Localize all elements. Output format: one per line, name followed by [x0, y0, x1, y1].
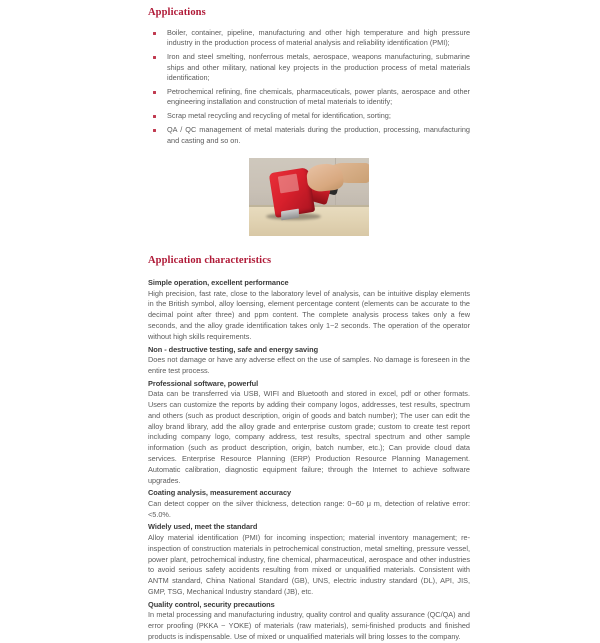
- list-item-text: Scrap metal recycling and recycling of metal for identification, sorting;: [167, 111, 391, 121]
- list-item: [148, 28, 470, 49]
- characteristic-body: Data can be transferred via USB, WIFI and Bluetooth and stored in excel, pdf or other formats. Users can customize the reports by adding their company logos, addresses, test results, spectrum and others (such as product description, origin of goods and batch number); The user can edit the alloy brand library, add the alloy grade and enterprise custom grade; custom to create test report including company logo, company address, test results, spectral spectrum and other sample information (such as product description, origin, batch number, etc.); Can provide cloud data services. Enterprise Resource Planning (ERP) Production Resource Planning Management. Automatic calibration, diagnostic equipment failure; through the Internet to achieve software upgrades.: [148, 389, 470, 485]
- characteristic-body: Does not damage or have any adverse effect on the use of samples. No damage is foreseen in the entire test process.: [148, 355, 470, 375]
- photo-device-screen: [278, 174, 300, 194]
- list-item: [148, 87, 470, 108]
- characteristic-body: Alloy material identification (PMI) for incoming inspection; material inventory management; re-inspection of construction materials in petrochemical construction, metal smelting, pressure vessel, power plant, petrochemical industry, fine chemical, pharmaceutical, aerospace and other industries to avoid serious safety accidents resulting from mixed or unqualified materials. Consistent with ANTM standard, China National Standard (GB), UNS, electric industry standard (DL), API, JIS, GMP, TSG, Mechanical Industry standard (JB), etc.: [148, 532, 470, 596]
- list-item-text: Petrochemical refining, fine chemicals, pharmaceuticals, power plants, aerospace and other engineering installation and construction of metal materials to identify;: [167, 87, 470, 107]
- characteristic-body: Can detect copper on the silver thickness, detection range: 0~60 μ m, detection of relative error: <5.0%.: [148, 498, 470, 519]
- characteristic-title: Professional software, powerful: [148, 378, 259, 388]
- square-bullet-icon: [153, 56, 156, 59]
- square-bullet-icon: [153, 91, 156, 94]
- characteristic-block: [148, 521, 470, 597]
- characteristic-block: [148, 599, 470, 643]
- photo-operator-hand: [305, 162, 344, 192]
- characteristic-title: Non - destructive testing, safe and energy saving: [148, 344, 319, 354]
- characteristic-body: In metal processing and manufacturing industry, quality control and quality assurance (QC/QA) and error proofing (PKKA ~ YOKE) of materials (raw materials), semi-finished products and finished products is indispensable. Use of mixed or unqualified materials will bring losses to the company.: [148, 610, 470, 641]
- characteristic-block: [148, 378, 470, 487]
- list-item: [148, 111, 470, 121]
- applications-bullet-list: [148, 28, 470, 146]
- list-item-text: Iron and steel smelting, nonferrous metals, aerospace, weapons manufacturing, submarine ships and other military, national key projects in the production process of metal materials identification;: [167, 52, 470, 83]
- characteristic-title: Widely used, meet the standard: [148, 522, 258, 532]
- characteristic-block: [148, 344, 470, 377]
- list-item-text: QA / QC management of metal materials during the production, processing, manufacturing and casting and so on.: [167, 125, 470, 145]
- characteristic-block: [148, 487, 470, 520]
- square-bullet-icon: [153, 115, 156, 118]
- product-photo-container: [148, 158, 470, 236]
- characteristic-title: Simple operation, excellent performance: [148, 278, 289, 288]
- list-item: [148, 125, 470, 146]
- characteristic-title: Coating analysis, measurement accuracy: [148, 488, 292, 498]
- page-title-application-characteristics: Application characteristics: [148, 255, 272, 267]
- list-item-text: Boiler, container, pipeline, manufacturing and other high temperature and high pressure industry in the production process of material analysis and reliability identification (PMI);: [167, 28, 470, 48]
- square-bullet-icon: [153, 129, 156, 132]
- page-title-applications: Applications: [148, 7, 206, 18]
- product-photo-xrf-analyzer: [249, 158, 369, 236]
- characteristic-title: Quality control, security precautions: [148, 599, 275, 609]
- characteristic-body: High precision, fast rate, close to the laboratory level of analysis, can be intuitive display elements in the British symbol, alloy loensing, element percentage content (elements can be accurate to the decimal point after three) and ppm content. The complete analysis process takes only a few seconds, and the alloy grade identification takes only 1~2 seconds. The operation of the operator without high skills requirements.: [148, 288, 470, 341]
- list-item: [148, 52, 470, 83]
- square-bullet-icon: [153, 32, 156, 35]
- characteristic-block: [148, 277, 470, 342]
